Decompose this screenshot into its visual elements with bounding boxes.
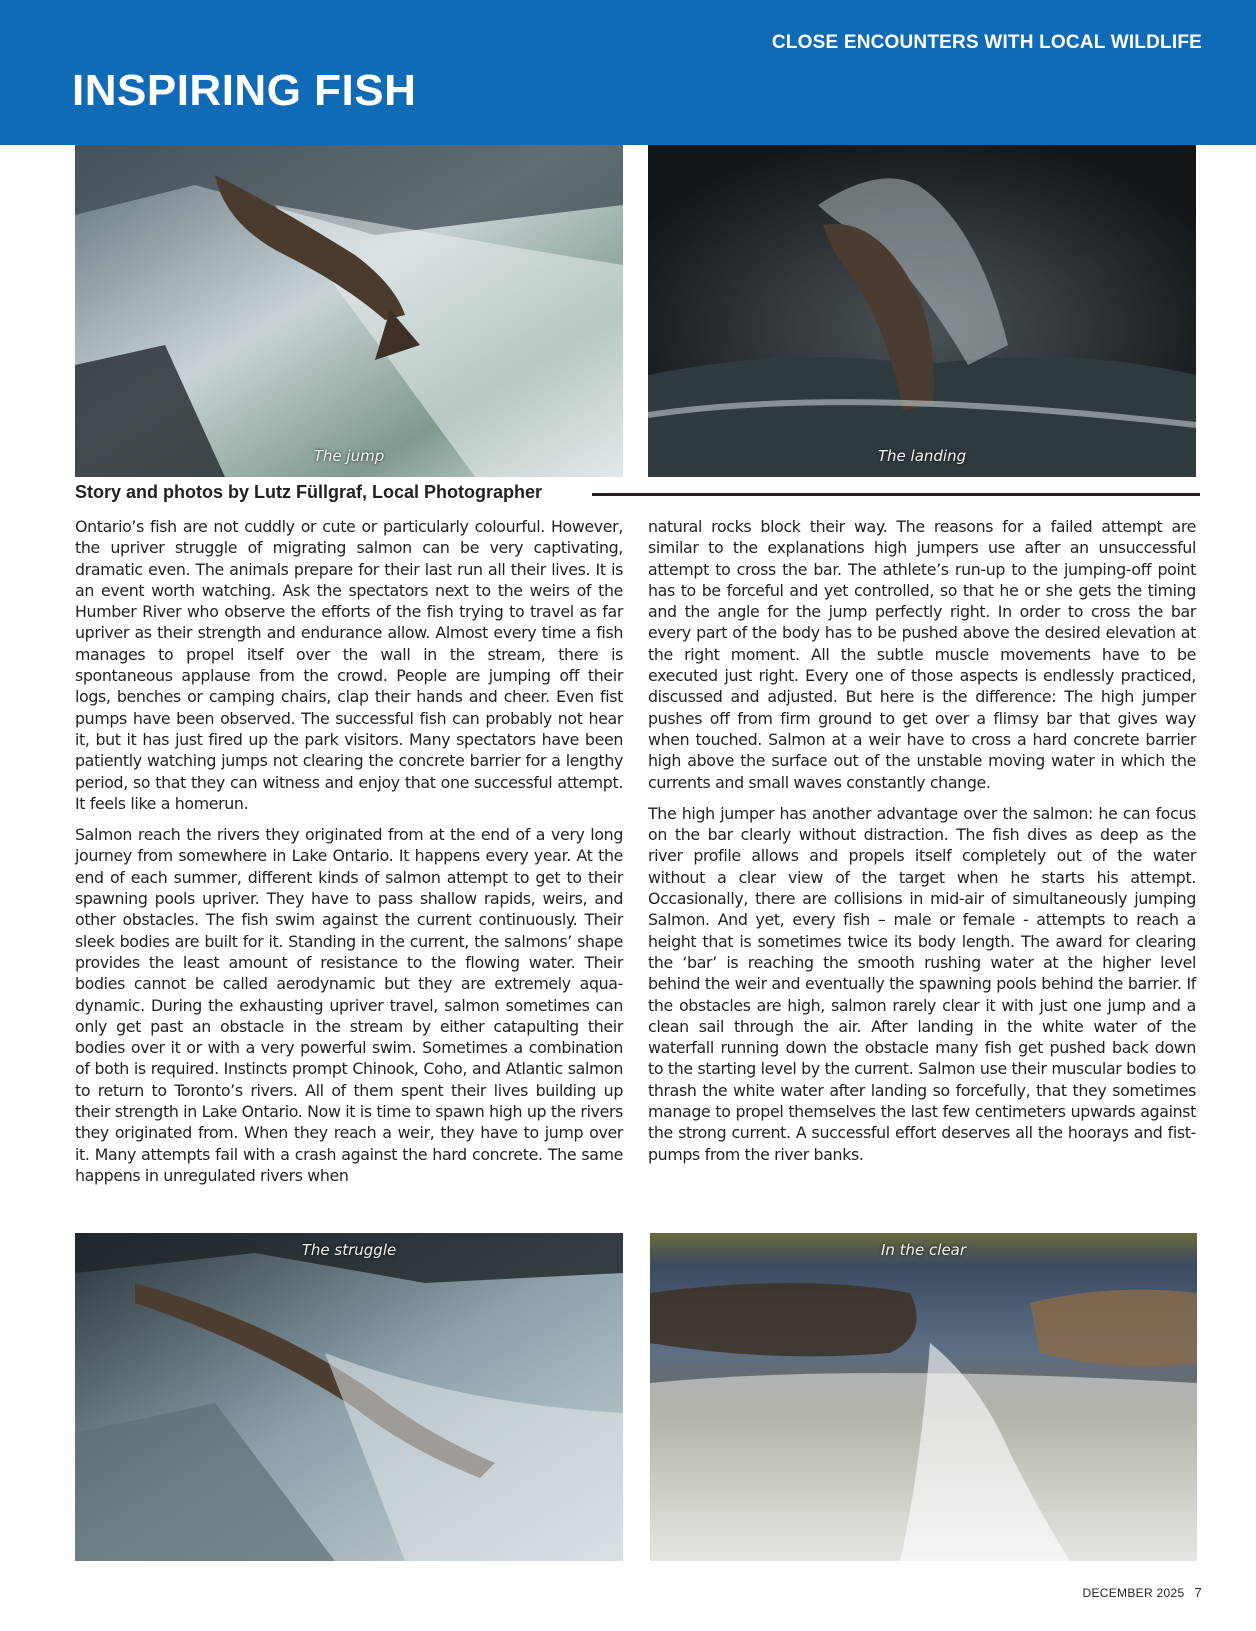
article-paragraph: Ontario’s fish are not cuddly or cute or particularly colourful. However, the upriver struggle of migrating salmon can be very captivating, dramatic even. The animals prepare for their last run all their lives. It is an event worth watching. Ask the spectators next to the weirs of the Humber River who observe the efforts of the fish trying to travel as far upriver as their strength and endurance allow. Almost every time a fish manages to propel itself over the wall in the stream, there is spontaneous applause from the crowd. People are jumping off their logs, benches or camping chairs, clap their hands and cheer. Even fist pumps have been observed. The successful fish can probably not hear it, but it has just fired up the park visitors. Many spectators have been patiently watching jumps not clearing the concrete barrier for a lengthy period, so that they can witness and enjoy that one successful attempt. It feels like a homerun. xyxy=(75,517,623,813)
header-banner xyxy=(0,0,1256,145)
photo-clear-image xyxy=(650,1233,1197,1561)
article-paragraph: Salmon reach the rivers they originated from at the end of a very long journey from somewhere in Lake Ontario. It happens every year. At the end of each summer, different kinds of salmon attempt to get to their spawning pools upriver. They have to pass shallow rapids, weirs, and other obstacles. The fish swim against the current continuously. Their sleek bodies are built for it. Standing in the current, the salmons’ shape provides the least amount of resistance to the flowing water. Their bodies cannot be called aerodynamic but they are extremely aqua-dynamic. During the exhausting upriver travel, salmon sometimes can only get past an obstacle in the stream by either catapulting their bodies over it or with a very powerful swim. Sometimes a combination of both is required. Instincts prompt Chinook, Coho, and Atlantic salmon to return to Toronto’s rivers. All of them spent their lives building up their strength in Lake Ontario. Now it is time to spawn high up the rivers they originated from. When they reach a weir, they have to jump over it. Many attempts fail with a crash against the hard concrete. The same happens in unregulated rivers when xyxy=(75,825,623,1185)
article-paragraph: natural rocks block their way. The reasons for a failed attempt are similar to the explanations high jumpers use after an unsuccessful attempt to cross the bar. The athlete’s run-up to the jumping-off point has to be forceful and yet controlled, so that he or she gets the timing and the angle for the jump perfectly right. In order to cross the bar every part of the body has to be pushed above the desired elevation at the right moment. All the subtle muscle movements have to be executed just right. Every one of those aspects is endlessly practiced, discussed and adjusted. But here is the difference: The high jumper pushes off from firm ground to get over a flimsy bar that gives way when touched. Salmon at a weir have to cross a hard concrete barrier high above the surface out of the unstable moving water in which the currents and small waves constantly change. xyxy=(648,517,1196,792)
page-footer xyxy=(1083,1585,1202,1600)
photo-the-jump xyxy=(75,145,623,477)
photo-caption: The landing xyxy=(877,447,967,465)
photo-caption: The struggle xyxy=(301,1241,397,1259)
photo-landing-image xyxy=(648,145,1196,477)
photo-the-landing xyxy=(648,145,1196,477)
photo-jump-image xyxy=(75,145,623,477)
photo-the-struggle xyxy=(75,1233,623,1561)
page-number: 7 xyxy=(1194,1585,1202,1600)
article-column-left xyxy=(75,516,623,1196)
photo-struggle-image xyxy=(75,1233,623,1561)
photo-in-the-clear xyxy=(650,1233,1197,1561)
photo-caption: The jump xyxy=(313,447,385,465)
article-column-right xyxy=(648,516,1196,1175)
page-title: INSPIRING FISH xyxy=(72,66,417,115)
photo-caption: In the clear xyxy=(880,1241,967,1259)
article-paragraph: The high jumper has another advantage over the salmon: he can focus on the bar clearly without distraction. The fish dives as deep as the river profile allows and propels itself completely out of the water without a clear view of the target when he starts his attempt. Occasionally, there are collisions in mid-air of simultaneously jumping Salmon. And yet, every fish – male or female - attempts to reach a height that is sometimes twice its body length. The award for clearing the ‘bar’ is reaching the smooth rushing water at the higher level behind the weir and eventually the spawning pools behind the barrier. If the obstacles are high, salmon rarely clear it with just one jump and a clean sail through the air. After landing in the white water of the waterfall running down the obstacle many fish get pushed back down to the starting level by the current. Salmon use their muscular bodies to thrash the white water after landing so forcefully, that they sometimes manage to propel themselves the last few centimeters upwards against the strong current. A successful effort deserves all the hoorays and fist-pumps from the river banks. xyxy=(648,803,1196,1164)
issue-date: DECEMBER 2025 xyxy=(1082,1586,1185,1600)
byline: Story and photos by Lutz Füllgraf, Local Photographer xyxy=(75,482,543,502)
section-label: CLOSE ENCOUNTERS WITH LOCAL WILDLIFE xyxy=(771,32,1202,53)
byline-divider xyxy=(592,493,1200,496)
